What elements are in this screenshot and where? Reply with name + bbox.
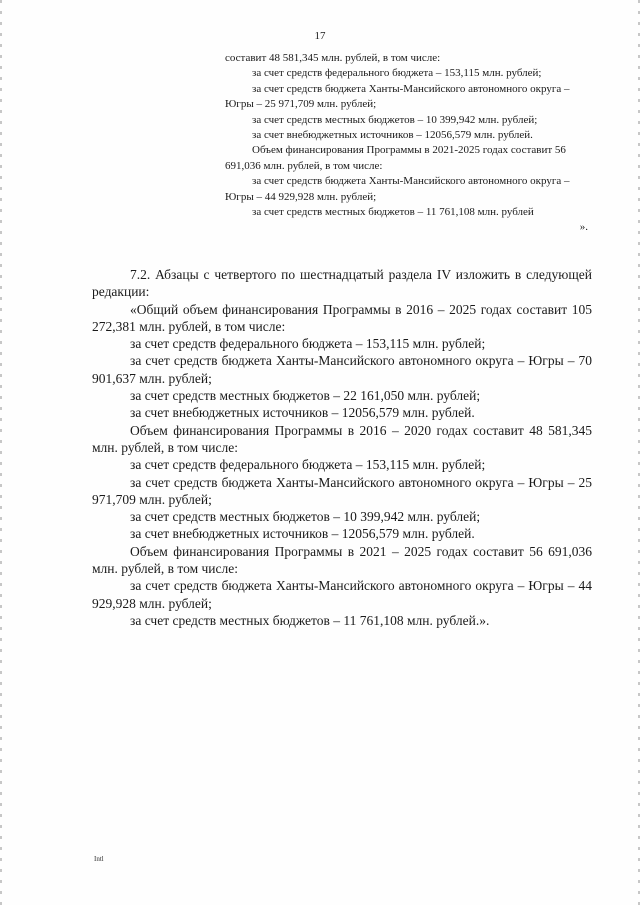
- body-paragraph: «Общий объем финансирования Программы в 2016 – 2025 годах составит 105 272,381 млн. рублей, в том числе:: [92, 301, 592, 334]
- table-cell-text: [225, 51, 590, 236]
- cell-line: за счет средств бюджета Ханты-Мансийского автономного округа – Югры – 44 929,928 млн. рублей;: [225, 175, 570, 203]
- body-paragraph: за счет средств местных бюджетов – 22 161,050 млн. рублей;: [130, 388, 481, 404]
- body-paragraph: за счет средств местных бюджетов – 10 399,942 млн. рублей;: [130, 509, 481, 525]
- body-paragraph: за счет средств бюджета Ханты-Мансийского автономного округа – Югры – 44 929,928 млн. рублей;: [92, 578, 592, 611]
- body-paragraph: Объем финансирования Программы в 2021 – 2025 годах составит 56 691,036 млн. рублей, в том числе:: [92, 543, 592, 577]
- body-paragraph: 7.2. Абзацы с четвертого по шестнадцатый раздела IV изложить в следующей редакции:: [92, 267, 592, 300]
- body-paragraph: за счет средств местных бюджетов – 11 761,108 млн. рублей.».: [130, 612, 490, 628]
- cell-line: за счет средств бюджета Ханты-Мансийского автономного округа – Югры – 25 971,709 млн. рублей;: [225, 82, 570, 111]
- cell-line: за счет средств федерального бюджета – 153,115 млн. рублей;: [252, 67, 542, 80]
- cell-line: за счет внебюджетных источников – 12056,579 млн. рублей.: [252, 129, 533, 142]
- cell-closing-quote: ».: [579, 221, 588, 234]
- body-paragraph: за счет внебюджетных источников – 12056,579 млн. рублей.: [130, 526, 475, 542]
- body-paragraph: Объем финансирования Программы в 2016 – 2020 годах составит 48 581,345 млн. рублей, в том числе:: [92, 422, 592, 455]
- cell-line: за счет средств местных бюджетов – 11 761,108 млн. рублей: [252, 206, 534, 219]
- body-paragraph: за счет средств федерального бюджета – 153,115 млн. рублей;: [130, 336, 486, 352]
- cell-line: составит 48 581,345 млн. рублей, в том числе:: [225, 52, 441, 64]
- body-text: [92, 266, 592, 629]
- footer-mark: Intl: [94, 855, 104, 863]
- cell-line: за счет средств местных бюджетов – 10 399,942 млн. рублей;: [252, 113, 538, 126]
- body-paragraph: за счет средств бюджета Ханты-Мансийского автономного округа – Югры – 25 971,709 млн. рублей;: [92, 474, 592, 507]
- cell-line: Объем финансирования Программы в 2021-2025 годах составит 56 691,036 млн. рублей, в том числе:: [225, 144, 566, 172]
- body-paragraph: за счет внебюджетных источников – 12056,579 млн. рублей.: [130, 405, 475, 421]
- page-number: 17: [314, 30, 326, 42]
- body-paragraph: за счет средств бюджета Ханты-Мансийского автономного округа – Югры – 70 901,637 млн. рублей;: [92, 353, 592, 386]
- scan-edge-left: [0, 0, 2, 905]
- body-paragraph: за счет средств федерального бюджета – 153,115 млн. рублей;: [130, 457, 486, 473]
